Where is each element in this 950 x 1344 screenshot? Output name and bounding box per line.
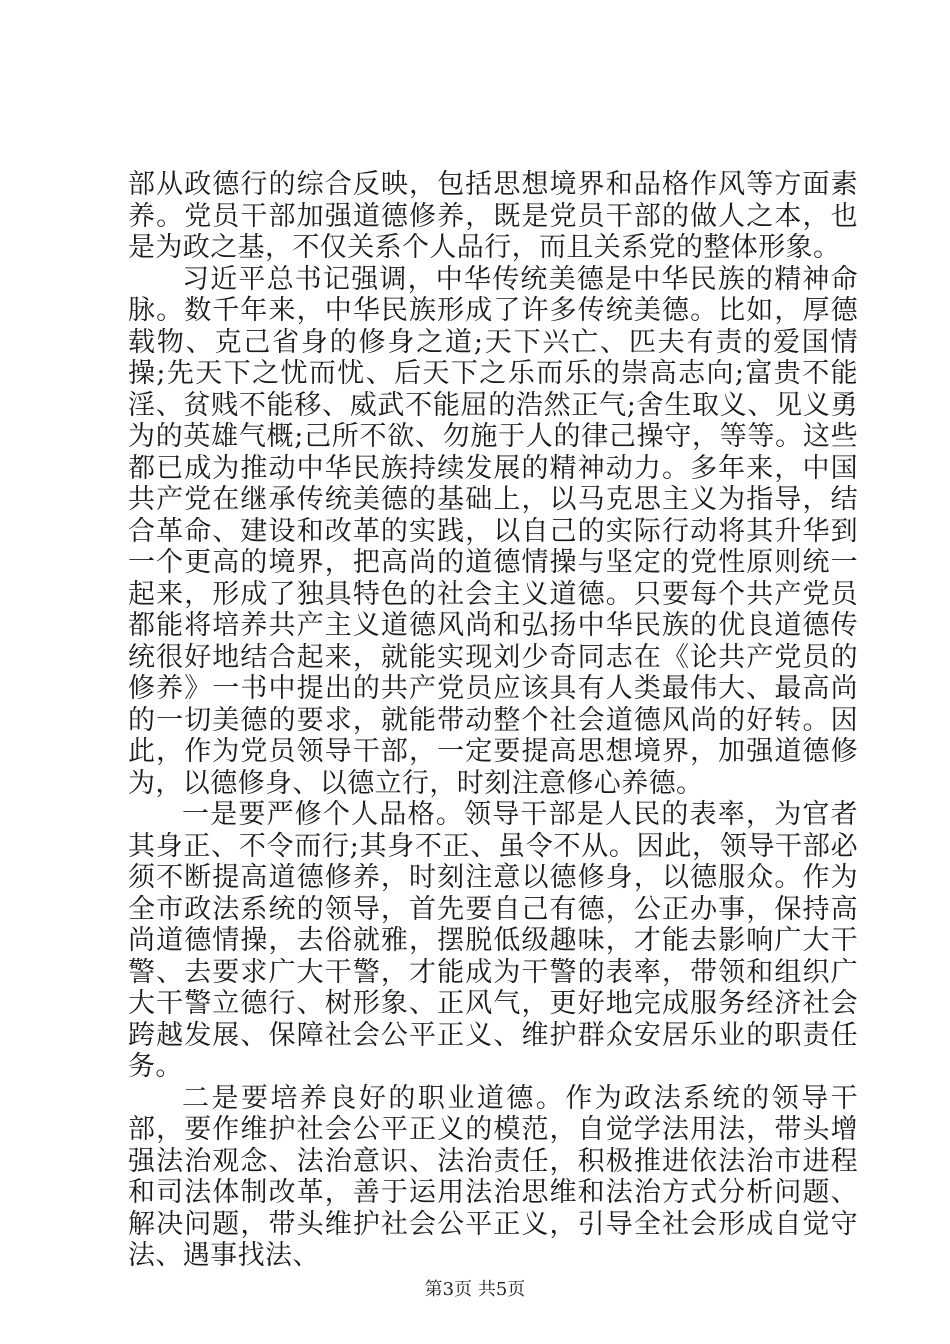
paragraph-traditional-virtues: 习近平总书记强调，中华传统美德是中华民族的精神命脉。数千年来，中华民族形成了许多传统美德。比如，厚德载物、克己省身的修身之道;天下兴亡、匹夫有责的爱国情操;先天下之忧而忧、后天下之乐而乐的崇高志向;富贵不能淫、贫贱不能移、威武不能屈的浩然正气;舍生取义、见义勇为的英雄气概;己所不欲、勿施于人的律己操守，等等。这些都已成为推动中华民族持续发展的精神动力。多年来，中国共产党在继承传统美德的基础上，以马克思主义为指导，结合革命、建设和改革的实践，以自己的实际行动将其升华到一个更高的境界，把高尚的道德情操与坚定的党性原则统一起来，形成了独具特色的社会主义道德。只要每个共产党员都能将培养共产主义道德风尚和弘扬中华民族的优良道德传统很好地结合起来，就能实现刘少奇同志在《论共产党员的修养》一书中提出的共产党员应该具有人类最伟大、最高尚的一切美德的要求，就能带动整个社会道德风尚的好转。因此，作为党员领导干部，一定要提高思想境界，加强道德修为，以德修身、以德立行，时刻注意修心养德。 bbox=[128, 263, 858, 799]
document-body bbox=[128, 169, 858, 1272]
paragraph-continued: 部从政德行的综合反映，包括思想境界和品格作风等方面素养。党员干部加强道德修养，既是党员干部的做人之本，也是为政之基，不仅关系个人品行，而且关系党的整体形象。 bbox=[128, 169, 858, 263]
page-footer bbox=[0, 1275, 950, 1301]
paragraph-personal-character: 一是要严修个人品格。领导干部是人民的表率，为官者其身正、不令而行;其身不正、虽令不从。因此，领导干部必须不断提高道德修养，时刻注意以德修身，以德服众。作为全市政法系统的领导，首先要自己有德，公正办事，保持高尚道德情操，去俗就雅，摆脱低级趣味，才能去影响广大干警、去要求广大干警，才能成为干警的表率，带领和组织广大干警立德行、树形象、正风气，更好地完成服务经济社会跨越发展、保障社会公平正义、维护群众安居乐业的职责任务。 bbox=[128, 799, 858, 1082]
page-number: 第3页 共5页 bbox=[424, 1279, 526, 1300]
paragraph-professional-ethics: 二是要培养良好的职业道德。作为政法系统的领导干部，要作维护社会公平正义的模范，自觉学法用法，带头增强法治观念、法治意识、法治责任，积极推进依法治市进程和司法体制改革，善于运用法治思维和法治方式分析问题、解决问题，带头维护社会公平正义，引导全社会形成自觉守法、遇事找法、 bbox=[128, 1082, 858, 1271]
